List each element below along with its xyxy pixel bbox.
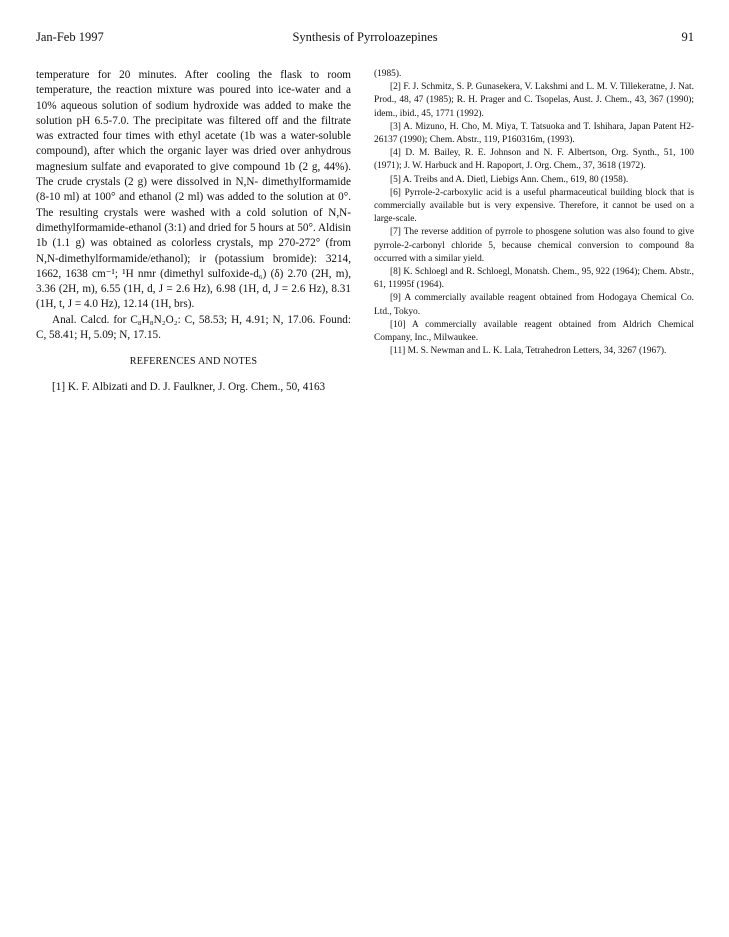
issue-date: Jan-Feb 1997 [36, 30, 104, 44]
reference-10: [10] A commercially available reagent obtained from Aldrich Chemical Company, Inc., Milwaukee. [374, 319, 694, 344]
running-title: Synthesis of Pyrroloazepines [292, 30, 438, 44]
running-head [36, 30, 694, 48]
reference-6: [6] Pyrrole-2-carboxylic acid is a useful pharmaceutical building block that is commercially available but is very expensive. Therefore, it cannot be used on a large-scale. [374, 187, 694, 225]
reference-11: [11] M. S. Newman and L. K. Lala, Tetrahedron Letters, 34, 3267 (1967). [390, 346, 667, 357]
page-number: 91 [681, 30, 694, 44]
reference-4: [4] D. M. Bailey, R. E. Johnson and N. F. Albertson, Org. Synth., 51, 100 (1971); J. W. Harbuck and H. Rapoport, J. Org. Chem., 37, 3618 (1972). [374, 148, 694, 172]
reference-1-continued: (1985). [374, 69, 402, 79]
experimental-procedure-paragraph: temperature for 20 minutes. After cooling the flask to room temperature, the reaction mixture was poured into ice-water and a 10% aqueous solution of sodium hydroxide was added to make the solution pH 6.5-7.0. The precipitate was filtered off and the filtrate was extracted four times with ethyl acetate (1b was a water-soluble compound), after which the organic layer was dried over anhydrous magnesium sulfate and evaporated to give compound 1b (2 g, 44%). The crude crystals (2 g) were dissolved in N,N- dimethylformamide (8-10 ml) at 100° and ethanol (2 ml) was added to the solution at 0°. The resulting crystals were washed with a cold solution of N,N-dimethylformamide-ethanol (3:1) and dried for 5 hours at 50°. Aldisin 1b (1.1 g) was obtained as colorless crystals, mp 270-272° (from N,N-dimethylformamide/ethanol); ir (potassium bromide): 3214, 1662, 1638 cm⁻¹; ¹H nmr (dimethyl sulfoxide-d₆) (δ) 2.70 (2H, m), 3.36 (2H, m), 6.55 (1H, d, J = 2.6 Hz), 6.98 (1H, d, J = 2.6 Hz), 8.31 (1H, t, J = 4.0 Hz), 12.14 (1H, brs). [36, 69, 351, 311]
reference-1: [1] K. F. Albizati and D. J. Faulkner, J. Org. Chem., 50, 4163 [52, 380, 326, 393]
reference-9: [9] A commercially available reagent obtained from Hodogaya Chemical Co. Ltd., Tokyo. [374, 293, 694, 317]
reference-3: [3] A. Mizuno, H. Cho, M. Miya, T. Tatsuoka and T. Ishihara, Japan Patent H2-26137 (1990); Chem. Abstr., 119, P160316m, (1993). [374, 121, 694, 146]
references-heading: REFERENCES AND NOTES [129, 356, 258, 368]
reference-8: [8] K. Schloegl and R. Schloegl, Monatsh. Chem., 95, 922 (1964); Chem. Abstr., 61, 11995f (1964). [374, 267, 694, 291]
right-column [374, 68, 694, 358]
left-column [36, 68, 351, 395]
reference-2: [2] F. J. Schmitz, S. P. Gunasekera, V. Lakshmi and L. M. V. Tillekeratne, J. Nat. Prod., 48, 47 (1985); R. H. Prager and C. Tsopelas, Aust. J. Chem., 43, 367 (1990); idem., ibid., 45, 1771 (1992). [374, 82, 694, 119]
reference-5: [5] A. Treibs and A. Dietl, Liebigs Ann. Chem., 619, 80 (1958). [390, 174, 629, 185]
reference-7: [7] The reverse addition of pyrrole to phosgene solution was also found to give pyrrole-2-carbonyl chloride 5, because chemical conversion to compound 8a occurred with a similar yield. [374, 227, 694, 264]
elemental-analysis-paragraph: Anal. Calcd. for C₈H₈N₂O₂: C, 58.53; H, 4.91; N, 17.06. Found: C, 58.41; H, 5.09; N, 17.15. [36, 313, 351, 342]
